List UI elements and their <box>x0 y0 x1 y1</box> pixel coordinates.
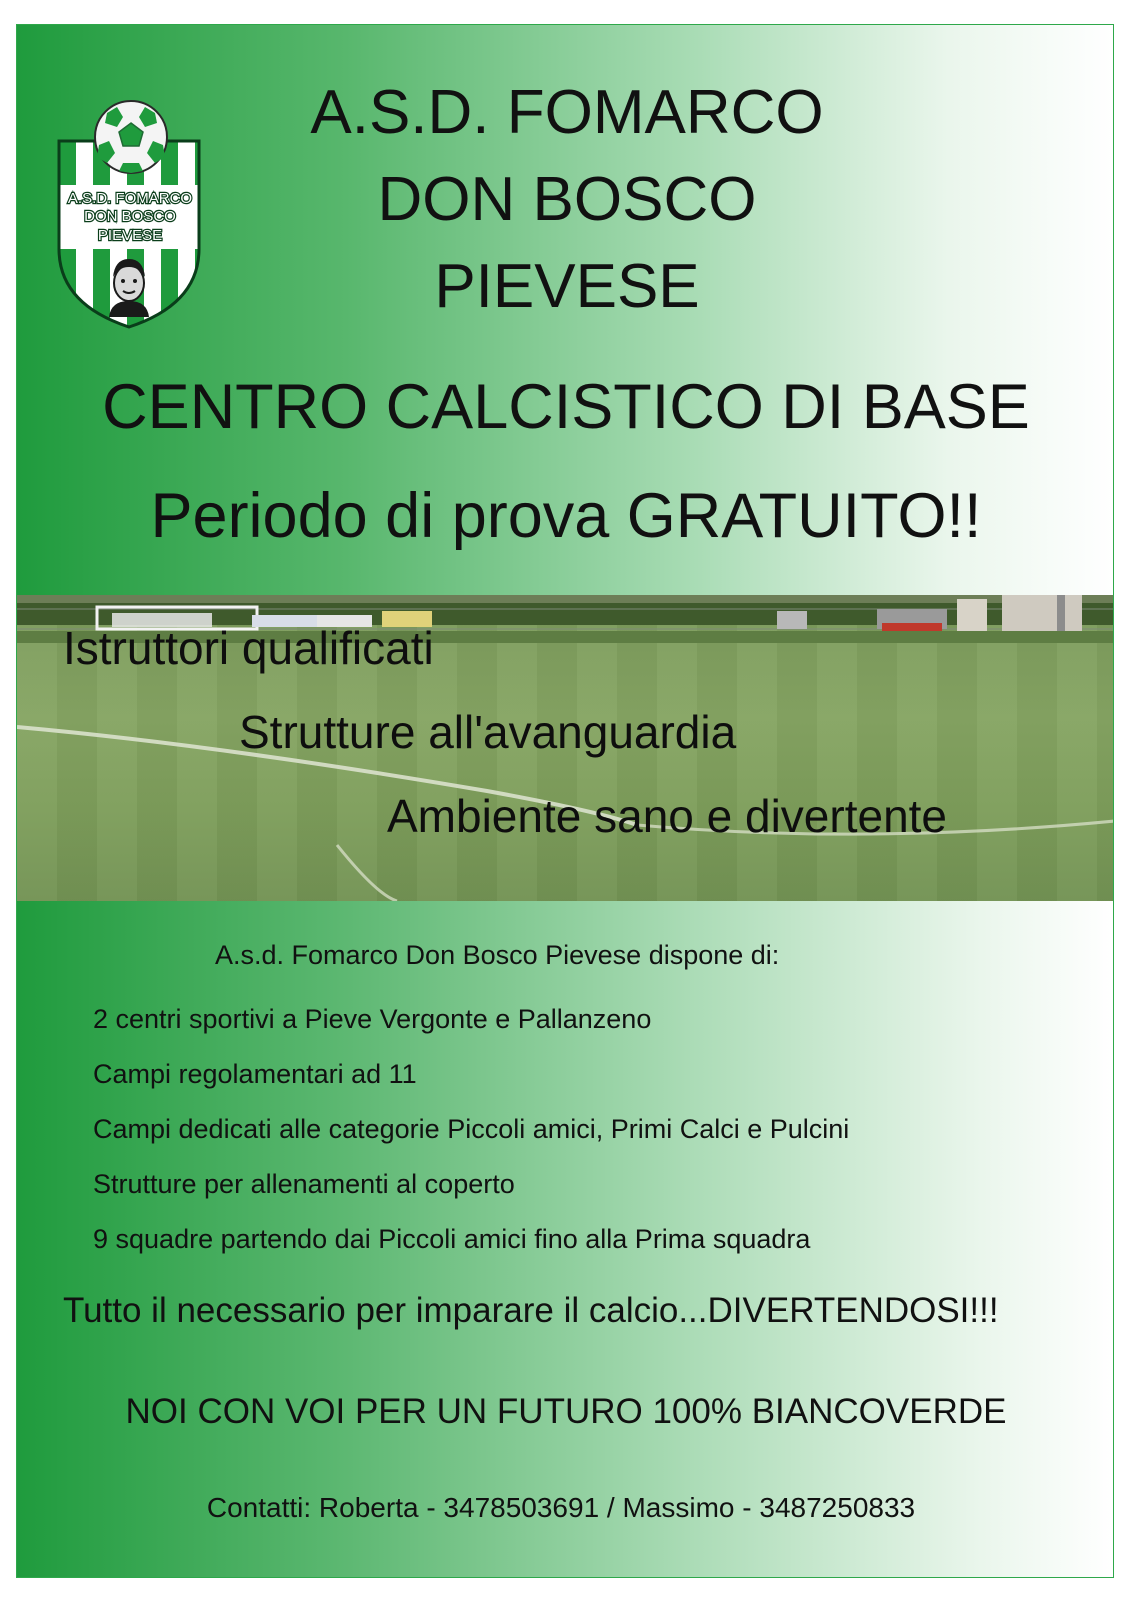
club-title-line: A.S.D. FOMARCO <box>310 78 824 147</box>
contacts-line: Contatti: Roberta - 3478503691 / Massimo - 3487250833 <box>206 1492 916 1523</box>
crest-text-line2: DON BOSCO <box>84 208 176 225</box>
club-title <box>217 69 917 330</box>
club-title-line: DON BOSCO <box>377 165 757 234</box>
crest-text-line1: A.S.D. FOMARCO <box>67 190 193 207</box>
club-crest-logo <box>51 99 207 331</box>
slogan-line: Ambiente sano e divertente <box>387 790 948 842</box>
list-item: 2 centri sportivi a Pieve Vergonte e Pallanzeno <box>93 1004 652 1034</box>
list-item: 9 squadre partendo dai Piccoli amici fino alla Prima squadra <box>93 1224 811 1254</box>
list-item: Campi regolamentari ad 11 <box>93 1059 417 1089</box>
info-intro: A.s.d. Fomarco Don Bosco Pievese dispone di: <box>215 940 780 970</box>
poster-frame <box>16 24 1114 1578</box>
club-title-line: PIEVESE <box>434 252 700 321</box>
tagline: Tutto il necessario per imparare il calcio...DIVERTENDOSI!!! <box>63 1291 999 1330</box>
feature-list <box>93 1003 849 1278</box>
list-item: Strutture per allenamenti al coperto <box>93 1169 515 1199</box>
football-field-photo <box>17 595 1113 901</box>
slogan-line: Strutture all'avanguardia <box>239 706 737 758</box>
centro-headline: CENTRO CALCISTICO DI BASE <box>102 372 1030 442</box>
soccer-ball-icon <box>95 101 167 173</box>
crest-text-line3: PIEVESE <box>97 227 163 244</box>
list-item: Campi dedicati alle categorie Piccoli amici, Primi Calci e Pulcini <box>93 1114 850 1144</box>
motto: NOI CON VOI PER UN FUTURO 100% BIANCOVERDE <box>125 1392 1007 1431</box>
trial-period-headline: Periodo di prova GRATUITO!! <box>150 481 982 551</box>
slogan-line: Istruttori qualificati <box>63 622 434 674</box>
